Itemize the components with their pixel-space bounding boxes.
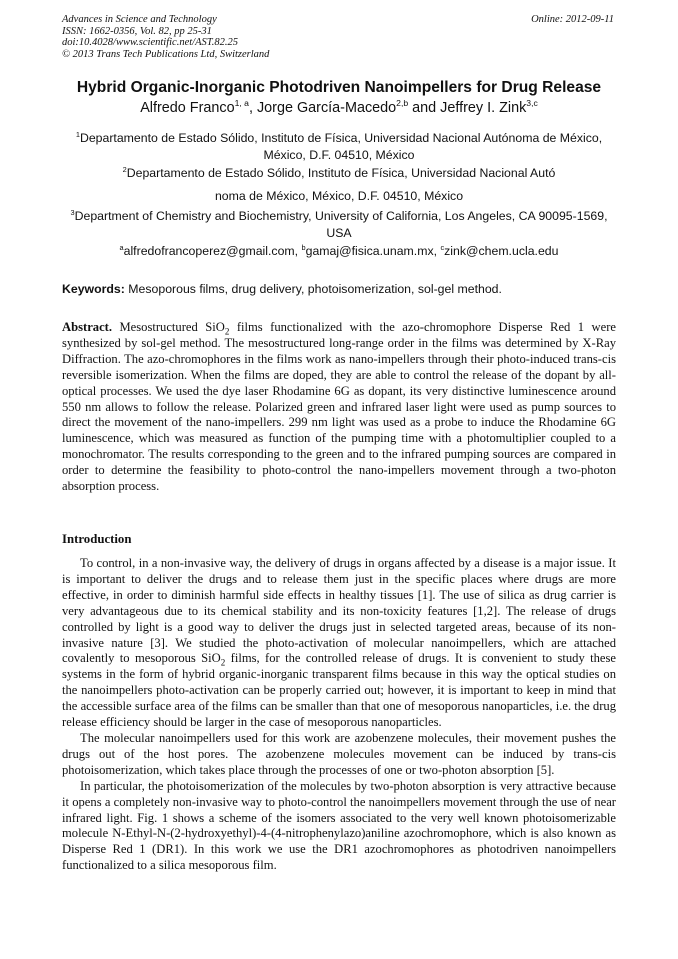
affiliation-text: Departamento de Estado Sólido, Instituto de Física, Universidad Nacional Autó [126, 166, 556, 180]
affiliation-mark: 1 [75, 129, 80, 139]
paper-title: Hybrid Organic-Inorganic Photodriven Nanoimpellers for Drug Release [76, 79, 602, 96]
email-mark: b [301, 242, 306, 252]
affiliation-mark: 3 [70, 207, 75, 217]
email-mark: a [119, 242, 124, 252]
affiliation-2 [62, 165, 616, 182]
affiliation-1 [62, 130, 616, 164]
author-separator: , [248, 100, 257, 116]
author-name: Jorge García-Macedo [256, 100, 397, 116]
abstract-text: Mesostructured SiO [112, 320, 225, 334]
abstract-label: Abstract. [62, 320, 113, 334]
paragraph [62, 556, 616, 731]
subscript: 2 [220, 657, 226, 668]
author-affiliation-mark: 1, a [234, 98, 249, 109]
author-emails [62, 244, 616, 258]
paragraph-text: To control, in a non-invasive way, the delivery of drugs in organs affected by a disease is a major issue. It is important to deliver the drugs and to release them just in the specific places where drugs are more effective, in order to diminish harmful side effects in healthy tissues [1]. The use of silica as drug carrier is very advantageous due to its chemical stability and its non-toxicity features [1,2]. The release of drugs controlled by light is a good way to deliver the drugs just in selected targeted areas, because of its non-invasive nature [3]. We studied the photo-activation of molecular nanoimpellers, which are attached covalently to mesoporous SiO [62, 556, 616, 666]
author-separator: and [408, 100, 441, 116]
email-separator: , [294, 244, 302, 258]
keywords-text: Mesoporous films, drug delivery, photoisomerization, sol-gel method. [124, 282, 502, 296]
keywords [62, 282, 616, 296]
abstract-text: films functionalized with the azo-chromophore Disperse Red 1 were synthesized by sol-gel method. The mesostructured long-range order in the films was determined by X-Ray Diffraction. The azo-chromophores in the films work as nano-impellers through their photo-induced trans-cis reversible isomerization. When the films are doped, they are able to control the release of the dopant by all-optical processes. We used the dye laser Rhodamine 6G as dopant, its very distinctive luminescence around 550 nm allows to follow the release. Polarized green and infrared laser light were used as pump sources to direct the movement of the nano-impellers. 299 nm light was used as a probe to induce the Rhodamine 6G luminescence, which was measured as function of the pumping time with a photomultiplier coupled to a monochromator. The results corresponding to the green and to the infrared pumping sources are compared in order to determine the feasibility to photo-control the nano-impellers movement through a two-photon absorption process. [62, 320, 616, 494]
email-link[interactable]: alfredofrancoperez@gmail.com [123, 244, 295, 258]
author-affiliation-mark: 2,b [396, 98, 409, 109]
author-list [30, 100, 648, 116]
introduction-body [62, 556, 616, 874]
section-heading-introduction: Introduction [62, 532, 132, 546]
author-name: Jeffrey I. Zink [440, 100, 527, 116]
issn-line: ISSN: 1662-0356, Vol. 82, pp 25-31 [62, 25, 212, 37]
email-link[interactable]: zink@chem.ucla.edu [444, 244, 559, 258]
email-separator: , [433, 244, 441, 258]
email-mark: c [440, 242, 445, 252]
affiliation-text: Departamento de Estado Sólido, Instituto de Física, Universidad Nacional Autónoma de México, México, D.F. 04510, México [79, 131, 603, 162]
affiliation-2-continued: noma de México, México, D.F. 04510, México [214, 189, 464, 203]
paragraph: The molecular nanoimpellers used for this work are azobenzene molecules, their movement pushes the drugs out of the host pores. The azobenzene molecules movement can be induced by trans-cis photoisomerization, which takes place through the processes of one or two-photon absorption [5]. [62, 730, 616, 777]
affiliation-3 [62, 208, 616, 242]
doi-line: doi:10.4028/www.scientific.net/AST.82.25 [62, 37, 239, 48]
subscript: 2 [224, 326, 230, 337]
abstract [62, 320, 616, 495]
journal-name: Advances in Science and Technology [62, 14, 217, 25]
affiliation-mark: 2 [122, 164, 127, 174]
keywords-label: Keywords: [62, 282, 125, 296]
online-date: Online: 2012-09-11 [531, 14, 614, 25]
journal-header [62, 14, 614, 60]
email-link[interactable]: gamaj@fisica.unam.mx [305, 244, 434, 258]
copyright-line: © 2013 Trans Tech Publications Ltd, Switzerland [62, 48, 270, 60]
author-name: Alfredo Franco [140, 100, 235, 116]
author-affiliation-mark: 3,c [526, 98, 538, 109]
affiliation-text: Department of Chemistry and Biochemistry, University of California, Los Angeles, CA 90095-1569, USA [74, 209, 608, 240]
paragraph: In particular, the photoisomerization of the molecules by two-photon absorption is very attractive because it opens a completely non-invasive way to photo-control the nanoimpellers movement through the use of near infrared light. Fig. 1 shows a scheme of the isomers associated to the very well known photoisomerizable molecule N-Ethyl-N-(2-hydroxyethyl)-4-(4-nitrophenylazo)aniline azochromophore, which is also known as Disperse Red 1 (DR1). In this work we use the DR1 azochromophores as photodriven nanoimpellers functionalized to a silica mesoporous film. [62, 778, 616, 873]
paragraph-text: films, for the controlled release of drugs. It is convenient to study these systems in the form of hybrid organic-inorganic transparent films because in this way the optical studies on the nanoimpellers photo-activation can be properly carried out; however, it is important to keep in mind that the accessible surface area of the films can be smaller than that one of mesoporous nanoparticles, i.e. the drug release efficiency should be larger in the case of mesoporous nanoparticles. [62, 651, 616, 730]
